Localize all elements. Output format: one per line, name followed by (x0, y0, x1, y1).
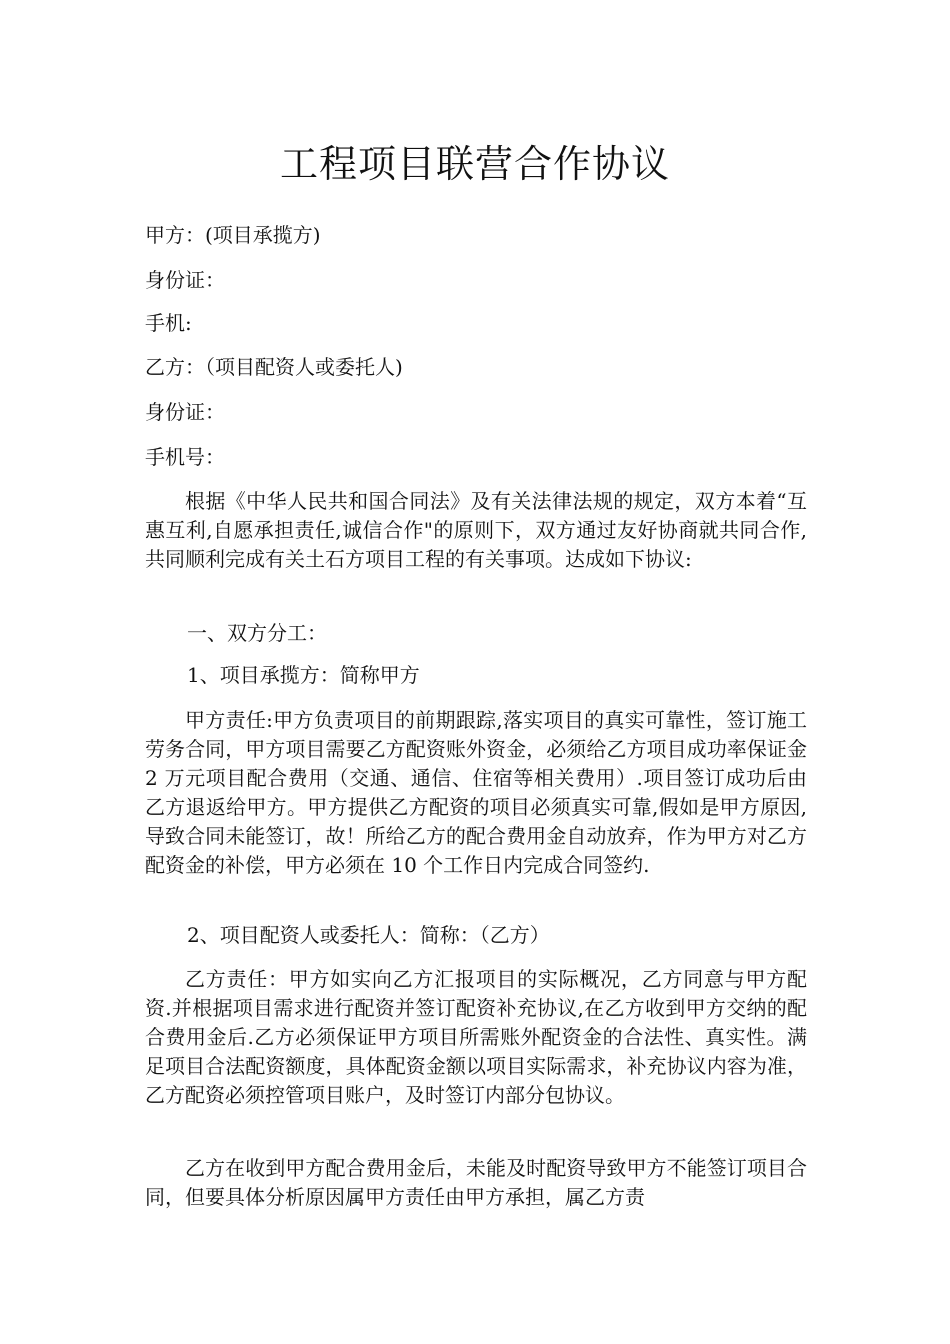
party-b-label: 乙方：（项目配资人或委托人) (145, 355, 403, 379)
party-a-responsibility-paragraph: 甲方责任:甲方负责项目的前期跟踪,落实项目的真实可靠性，签订施工劳务合同，甲方项目需要乙方配资账外资金，必须给乙方项目成功率保证金 2 万元项目配合费用（交通、通信、住宿等相关费用）.项目签订成功后由乙方退返给甲方。甲方提供乙方配资的项目必须真实可靠,假如是甲方原因,导致合同未能签订，故！所给乙方的配合费用金自动放弃，作为甲方对乙方配资金的补偿，甲方必须在 10 个工作日内完成合同签约. (145, 708, 807, 877)
party-b-responsibility-paragraph: 乙方责任：甲方如实向乙方汇报项目的实际概况，乙方同意与甲方配资.并根据项目需求进行配资并签订配资补充协议,在乙方收到甲方交纳的配合费用金后.乙方必须保证甲方项目所需账外配资金的合法性、真实性。满足项目合法配资额度，具体配资金额以项目实际需求，补充协议内容为准，乙方配资必须控管项目账户，及时签订内部分包协议。 (145, 967, 807, 1107)
party-b-phone-label: 手机号： (145, 445, 225, 469)
party-a-phone-label: 手机: (145, 311, 192, 335)
section-1-heading: 一、双方分工： (187, 621, 327, 645)
preamble-paragraph: 根据《中华人民共和国合同法》及有关法律法规的规定，双方本着“互惠互利,自愿承担责任,诚信合作"的原则下，双方通过友好协商就共同合作,共同顺利完成有关土石方项目工程的有关事项。达成如下协议: (145, 489, 807, 571)
document-title: 工程项目联营合作协议 (279, 142, 670, 186)
item-2-heading: 2、项目配资人或委托人：简称：（乙方） (187, 923, 550, 947)
item-1-heading: 1、项目承揽方：简称甲方 (187, 663, 420, 687)
party-b-id-label: 身份证： (145, 400, 225, 424)
party-a-id-label: 身份证： (145, 268, 225, 292)
party-a-label: 甲方：(项目承揽方) (145, 223, 321, 247)
party-b-responsibility-paragraph-2: 乙方在收到甲方配合费用金后，未能及时配资导致甲方不能签订项目合同，但要具体分析原因属甲方责任由甲方承担，属乙方责 (145, 1156, 807, 1209)
